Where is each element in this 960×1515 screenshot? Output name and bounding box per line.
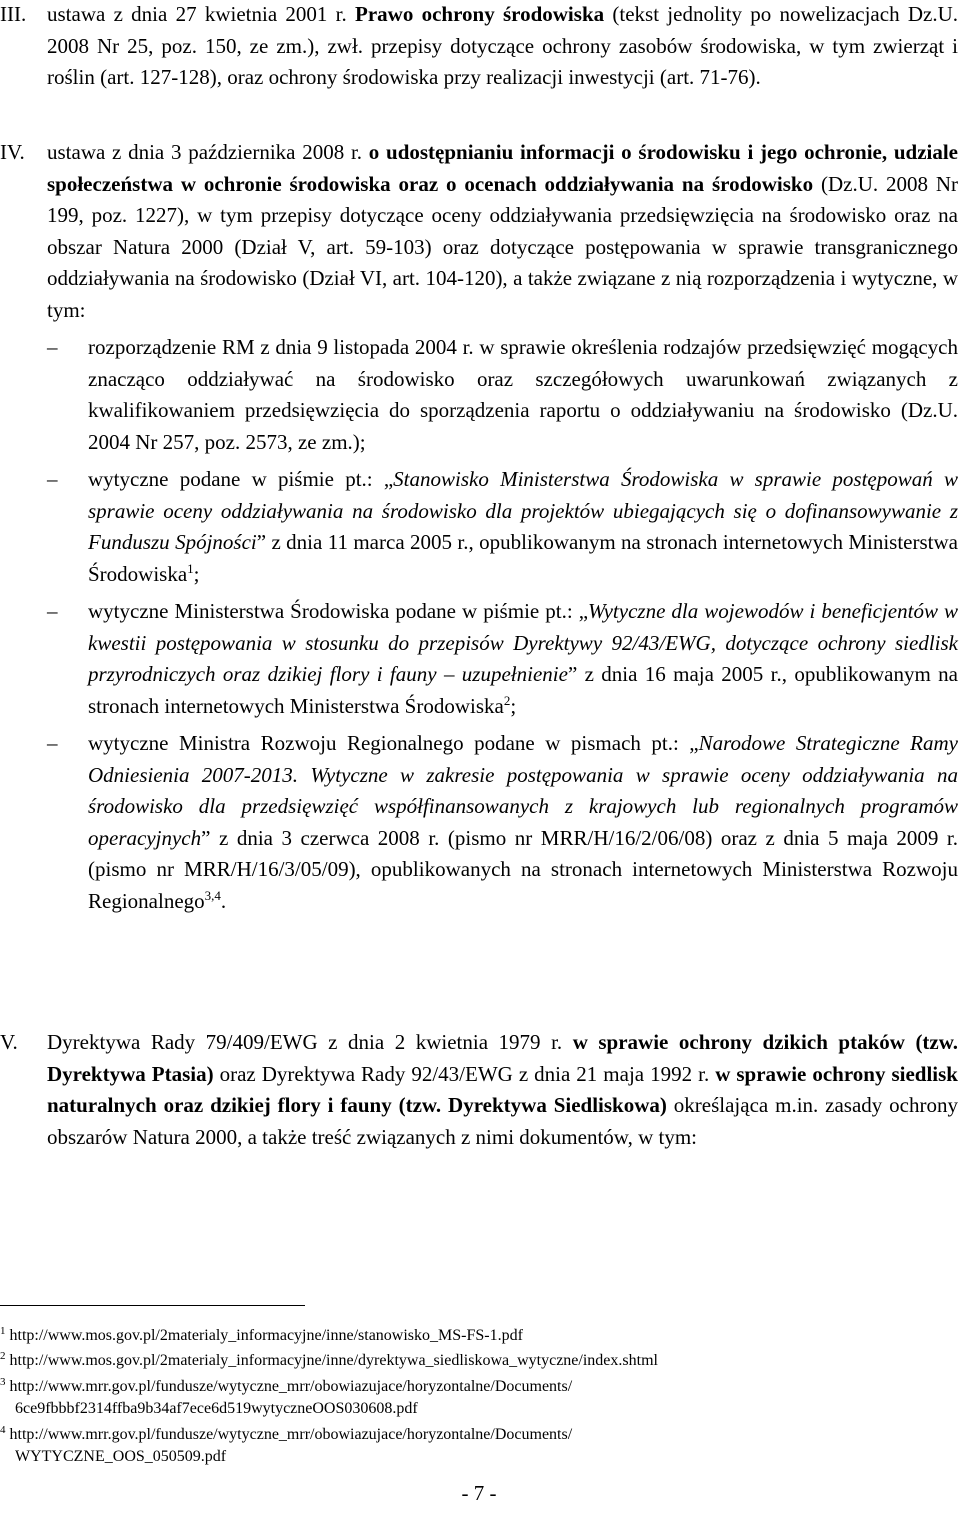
- section-text: [47, 0, 958, 94]
- text-run: (tekst jednolity po nowelizacjach Dz.U. 2008 Nr 25, poz. 150, ze zm.), zwł. przepisy dotyczące ochrony zasobów środowiska, w tym zwierząt i roślin (art. 127-128), oraz ochrony środowiska przy realizacji inwestycji (art. 71-76).: [47, 2, 958, 89]
- document-title: Wytyczne dla wojewodów i beneficjentów w kwestii postępowania w stosunku do przepisów Dyrektywy 92/43/EWG, dotyczące ochrony siedlisk przyrodniczych oraz dzikiej flory i fauny – uzupełnienie: [88, 599, 959, 686]
- text-run: (Dz.U. 2008 Nr 199, poz. 1227), w tym przepisy dotyczące oceny oddziaływania przedsięwzięcia na środowisko oraz na obszar Natura 2000 (Dział V, art. 59-103) oraz dotyczące postępowania w sprawie transgranicznego oddziaływania na środowisko (Dział VI, art. 104-120), a także związane z nią rozporządzenia i wytyczne, w tym:: [47, 171, 958, 322]
- text-run: .: [220, 888, 227, 913]
- section-iv: [0, 137, 958, 923]
- dash-marker: –: [47, 335, 58, 359]
- dash-marker: –: [47, 467, 58, 491]
- footnote-link-continued[interactable]: WYTYCZNE_OOS_050509.pdf: [15, 1448, 227, 1465]
- footnote: [0, 1424, 958, 1468]
- text-run: rozporządzenie RM z dnia 9 listopada 2004 r. w sprawie określenia rodzajów przedsięwzięć mogących znacząco oddziaływać na środowisko oraz szczegółowych uwarunkowań związanych z kwalifikowaniem przedsięwzięcia do sporządzenia raportu o oddziaływaniu na środowisko (Dz.U. 2004 Nr 257, poz. 2573, ze zm.);: [88, 335, 958, 454]
- footnote: [0, 1325, 958, 1347]
- footnote-link[interactable]: http://www.mos.gov.pl/2materialy_informacyjne/inne/stanowisko_MS-FS-1.pdf: [9, 1327, 523, 1344]
- footnote-link-continued[interactable]: 6ce9fbbbf2314ffba9b34af7ece6d519wytyczneOOS030608.pdf: [15, 1400, 418, 1417]
- section-text: [47, 137, 958, 917]
- text-run: wytyczne Ministerstwa Środowiska podane w piśmie pt.: „: [88, 599, 589, 623]
- footnote-separator: [0, 1305, 305, 1306]
- text-run: ” z dnia 16 maja 2005 r., opublikowanym na stronach internetowych Ministerstwa Środowiska: [88, 662, 958, 718]
- footnote: [0, 1350, 958, 1372]
- text-run: Dyrektywa Rady 79/409/EWG z dnia 2 kwietnia 1979 r.: [47, 1030, 573, 1054]
- text-run: ” z dnia 3 czerwca 2008 r. (pismo nr MRR/H/16/2/06/08) oraz z dnia 5 maja 2009 r. (pismo nr MRR/H/16/3/05/09), opublikowanych na stronach internetowych Ministerstwa Rozwoju Regionalnego: [88, 825, 958, 913]
- page-number: - 7 -: [461, 1481, 497, 1505]
- footnote-ref[interactable]: 2: [503, 692, 511, 708]
- footnote-number: 2: [0, 1350, 6, 1362]
- section-text: [47, 1027, 958, 1153]
- text-run: ” z dnia 11 marca 2005 r., opublikowanym na stronach internetowych Ministerstwa Środowiska: [88, 530, 958, 586]
- act-title: Prawo ochrony środowiska: [355, 2, 605, 26]
- act-title: o udostępnianiu informacji o środowisku i jego ochronie, udziale społeczeństwa w ochronie środowiska oraz o ocenach oddziaływania na środowisko: [47, 140, 959, 196]
- document-title: Stanowisko Ministerstwa Środowiska w sprawie postępowań w sprawie oceny oddziaływania na środowisko dla projektów ubiegających się o dofinansowywanie z Funduszu Spójności: [88, 467, 958, 554]
- footnote: [0, 1376, 958, 1420]
- footnote-link[interactable]: http://www.mrr.gov.pl/fundusze/wytyczne_mrr/obowiazujace/horyzontalne/Documents/: [9, 1426, 573, 1443]
- directive-title: w sprawie ochrony dzikich ptaków (tzw. Dyrektywa Ptasia): [47, 1030, 959, 1086]
- document-title: Narodowe Strategiczne Ramy Odniesienia 2007-2013. Wytyczne w zakresie postępowania w sprawie oceny oddziaływania na środowisko dla przedsięwzięć współfinansowanych z krajowych lub regionalnych programów operacyjnych: [88, 731, 958, 850]
- section-number: III.: [0, 2, 27, 26]
- footnote-link[interactable]: http://www.mrr.gov.pl/fundusze/wytyczne_mrr/obowiazujace/horyzontalne/Documents/: [9, 1378, 573, 1395]
- text-run: ustawa z dnia 27 kwietnia 2001 r.: [47, 2, 356, 26]
- text-run: wytyczne Ministra Rozwoju Regionalnego podane w pismach pt.: „: [88, 731, 699, 755]
- list-item: [47, 332, 958, 458]
- directive-title: w sprawie ochrony siedlisk naturalnych oraz dzikiej flory i fauny (tzw. Dyrektywa Siedliskowa): [47, 1061, 958, 1117]
- list-item: [47, 728, 958, 917]
- section-number: V.: [0, 1030, 18, 1054]
- footnote-ref[interactable]: 1: [187, 560, 194, 576]
- dash-marker: –: [47, 599, 58, 623]
- section-number: IV.: [0, 140, 25, 164]
- text-run: wytyczne podane w piśmie pt.: „: [88, 467, 394, 491]
- footnote-link[interactable]: http://www.mos.gov.pl/2materialy_informacyjne/inne/dyrektywa_siedliskowa_wytyczne/index.shtml: [9, 1352, 658, 1369]
- text-run: ustawa z dnia 3 października 2008 r.: [47, 140, 369, 164]
- footnote-ref[interactable]: 3,4: [204, 887, 221, 903]
- text-run: określająca m.in. zasady ochrony obszarów Natura 2000, a także treść związanych z nimi dokumentów, w tym:: [47, 1093, 958, 1149]
- list-item: [47, 596, 958, 722]
- text-run: ;: [510, 693, 517, 718]
- dash-marker: –: [47, 731, 58, 755]
- section-iii: [0, 0, 958, 94]
- dash-list: [47, 332, 958, 917]
- list-item: [47, 464, 958, 590]
- section-intro: [47, 137, 958, 326]
- text-run: ;: [193, 561, 200, 586]
- footnote-number: 3: [0, 1376, 6, 1388]
- text-run: oraz Dyrektywa Rady 92/43/EWG z dnia 21 maja 1992 r.: [213, 1061, 716, 1086]
- footnote-number: 1: [0, 1325, 6, 1337]
- section-v: [0, 1027, 958, 1153]
- footnote-number: 4: [0, 1424, 6, 1436]
